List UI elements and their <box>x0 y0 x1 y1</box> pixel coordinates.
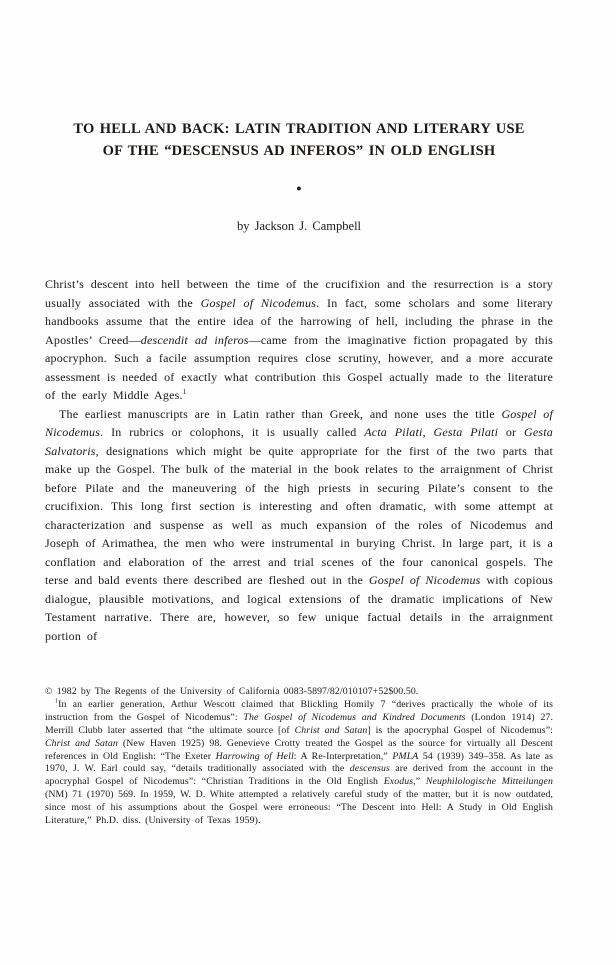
body-paragraph-1: Christ’s descent into hell between the time of the crucifixion and the resurrection is a story usually associated with the Gospel of Nicodemus. In fact, some scholars and some literary handbooks assume that the entire idea of the harrowing of hell, including the phrase in the Apostles’ Creed—descendit ad inferos—came from the imaginative fiction propagated by this apocryphon. Such a facile assumption requires close scrutiny, however, and a more accurate assessment is needed of exactly what contribution this Gospel actually made to the literature of the early Middle Ages.$^1$ <box>45 277 554 402</box>
article-title-line1: TO HELL AND BACK: LATIN TRADITION AND LITERARY USE <box>73 121 525 137</box>
article-title-line2: OF THE “DESCENSUS AD INFEROS” IN OLD ENGLISH <box>102 143 496 159</box>
copyright-line: © 1982 by The Regents of the University of California 0083-5897/82/010107+52$00.50. <box>45 686 419 697</box>
footnote-block <box>45 686 553 828</box>
body-paragraph-2: The earliest manuscripts are in Latin rather than Greek, and none uses the title Gospel of Nicodemus. In rubrics or colophons, it is usually called Acta Pilati, Gesta Pilati or Gesta Salvatoris, designations which might be quite appropriate for the first of the two parts that make up the Gospel. The bulk of the material in the book relates to the arraignment of Christ before Pilate and the maneuvering of the high priests in securing Pilate’s consent to the crucifixion. This long first section is interesting and often dramatic, with some attempt at characterization and suspense as well as much expansion of the roles of Nicodemus and Joseph of Arimathea, the men who were instrumental in burying Christ. In large part, it is a conflation and elaboration of the arrest and trial scenes of the four canonical gospels. The terse and bald events there described are fleshed out in the Gospel of Nicodemus with copious dialogue, plausible motivations, and logical extensions of the dramatic implications of New Testament narrative. There are, however, so few unique factual details in the arraignment portion of <box>45 406 554 643</box>
footnote-1: $^1$In an earlier generation, Arthur Wescott claimed that Blickling Homily 7 “derives practically the whole of its instruction from the Gospel of Nicodemus”: The Gospel of Nicodemus and Kindred Documents (London 1914) 27. Merrill Clubb later asserted that “the ultimate source [of Christ and Satan] is the apocryphal Gospel of Nicodemus”: Christ and Satan (New Haven 1925) 98. Genevieve Crotty treated the Gospel as the source for virtually all Descent references in Old English: “The Exeter Harrowing of Hell: A Re-Interpretation,” PMLA 54 (1939) 349–358. As late as 1970, J. W. Earl could say, “details traditionally associated with the descensus are derived from the account in the apocryphal Gospel of Nicodemus”: “Christian Traditions in the Old English Exodus,” Neuphilologische Mitteilungen (NM) 71 (1970) 569. In 1959, W. D. White attempted a relatively careful study of the matter, but it is now outdated, since most of his assumptions about the Gospel were erroneous: “The Descent into Hell: A Study in Old English Literature,” Ph.D. diss. (University of Texas 1959). <box>45 698 553 827</box>
article-body <box>45 275 553 682</box>
article-header <box>45 118 553 234</box>
article-title <box>45 118 553 162</box>
article-byline: by Jackson J. Campbell <box>236 219 362 233</box>
bullet-separator: ● <box>296 183 302 193</box>
